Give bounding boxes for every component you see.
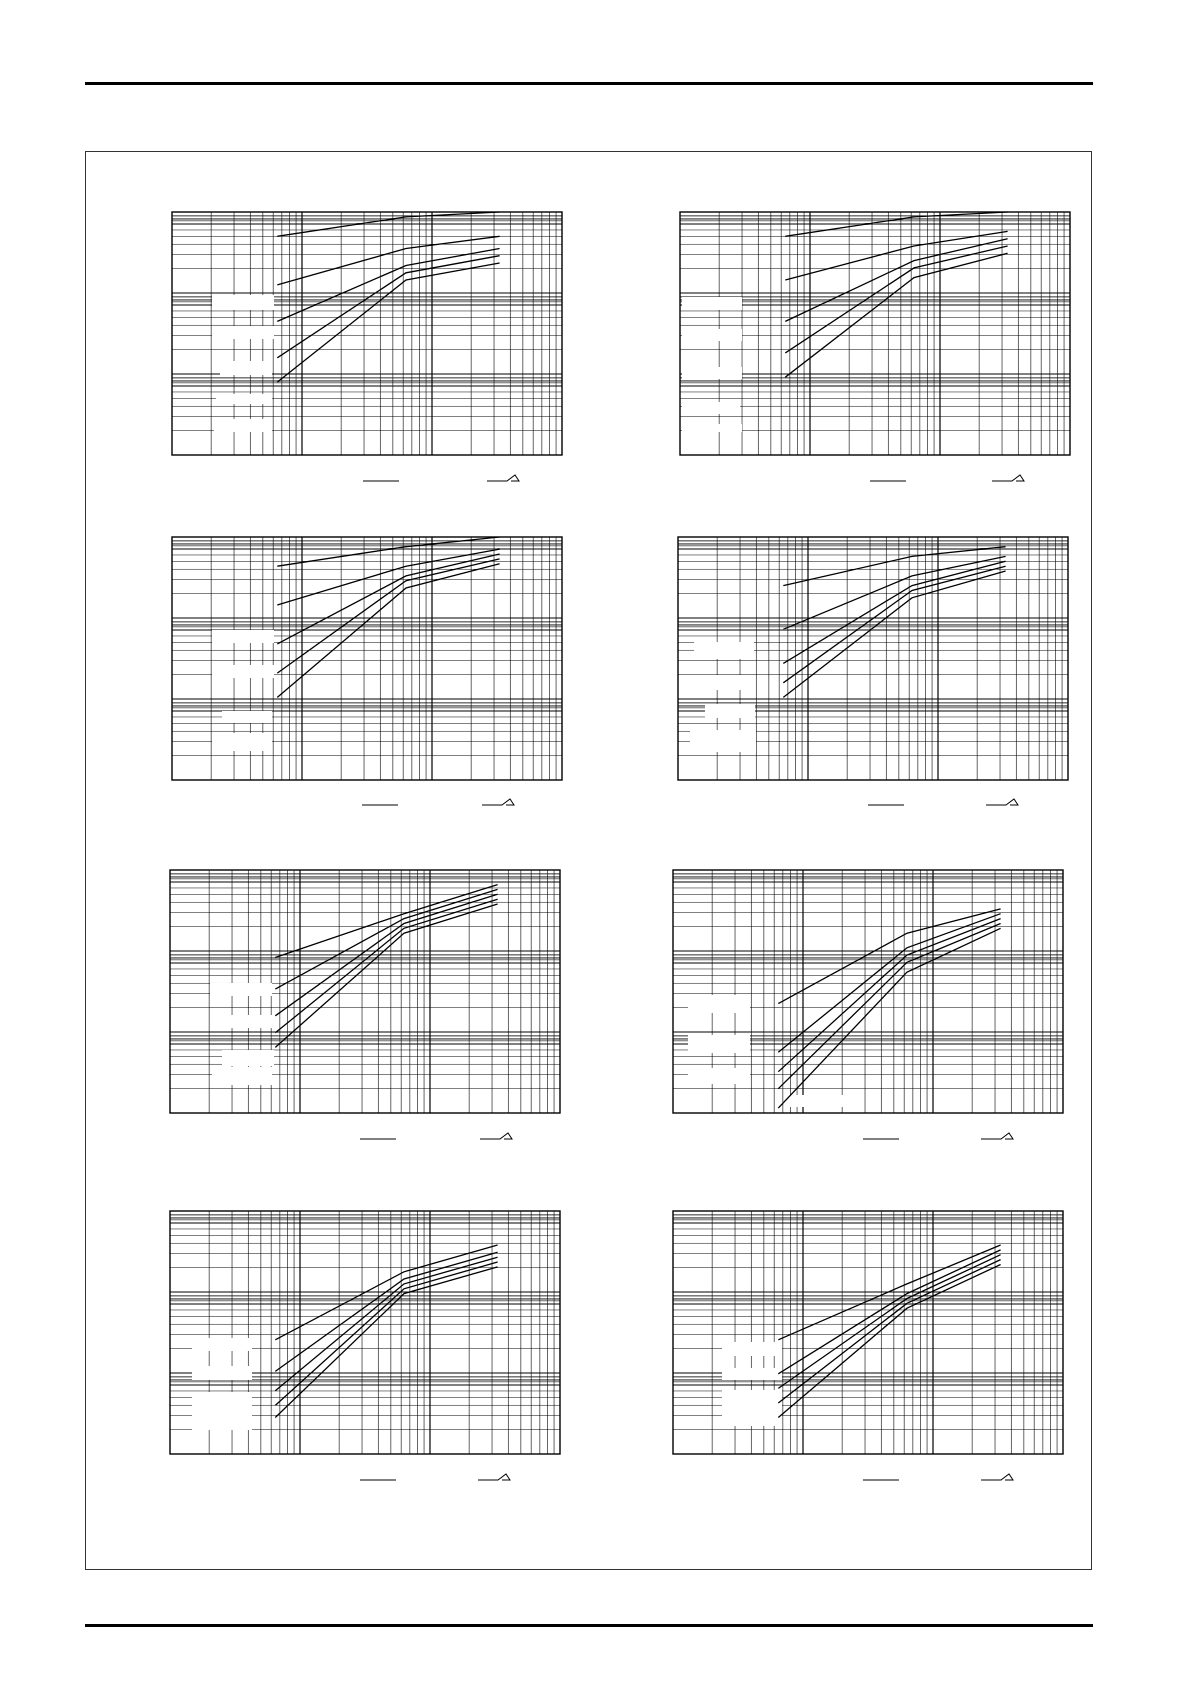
header-rule <box>85 82 1093 85</box>
footer-rule <box>85 1624 1093 1627</box>
figure-panel <box>85 151 1092 1570</box>
